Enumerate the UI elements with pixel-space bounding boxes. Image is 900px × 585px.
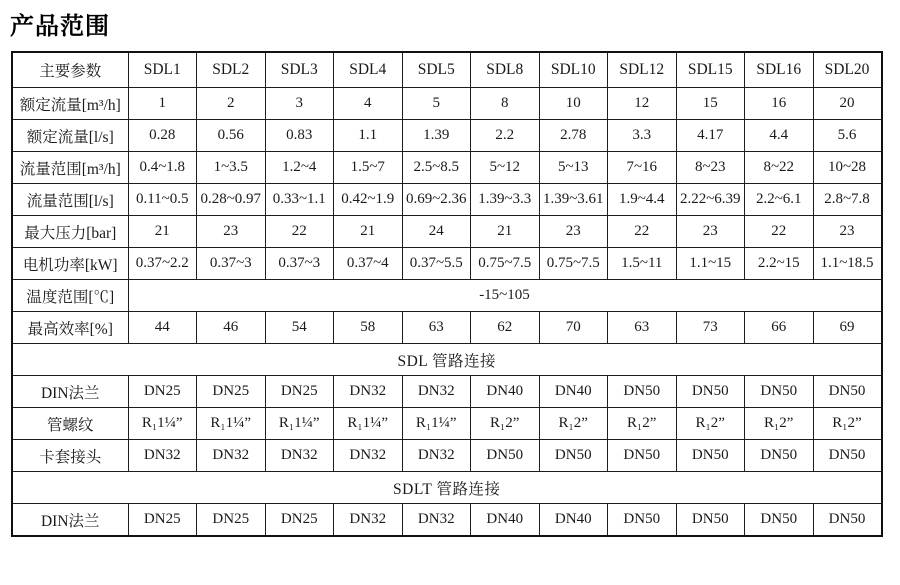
cell-value: 5: [402, 88, 471, 120]
cell-value: DN25: [265, 376, 334, 408]
cell-value: DN32: [402, 376, 471, 408]
cell-value: 1.5~11: [608, 248, 677, 280]
row-label: 电机功率[kW]: [12, 248, 128, 280]
table-row: [12, 184, 882, 216]
cell-value: 69: [813, 312, 882, 344]
header-model-sdl8: SDL8: [471, 52, 540, 88]
cell-value: 0.83: [265, 120, 334, 152]
cell-value: 62: [471, 312, 540, 344]
cell-value: 4.17: [676, 120, 745, 152]
cell-value: 12: [608, 88, 677, 120]
cell-value: 3.3: [608, 120, 677, 152]
cell-value: 44: [128, 312, 197, 344]
cell-value: R₁2”: [813, 408, 882, 440]
cell-value: R₁2”: [471, 408, 540, 440]
table-body: [12, 88, 882, 537]
cell-value: 5.6: [813, 120, 882, 152]
header-model-sdl12: SDL12: [608, 52, 677, 88]
cell-value: 1: [128, 88, 197, 120]
cell-value: 2.2~6.1: [745, 184, 814, 216]
cell-value: 0.42~1.9: [334, 184, 403, 216]
cell-value: 10~28: [813, 152, 882, 184]
cell-value: 22: [265, 216, 334, 248]
cell-value: 0.69~2.36: [402, 184, 471, 216]
table-row: [12, 120, 882, 152]
cell-value: 0.37~3: [197, 248, 266, 280]
cell-value: DN50: [471, 440, 540, 472]
table-header-row: [12, 52, 882, 88]
cell-value: 0.75~7.5: [471, 248, 540, 280]
cell-value: 2: [197, 88, 266, 120]
row-label: 最大压力[bar]: [12, 216, 128, 248]
cell-value: DN25: [197, 504, 266, 537]
table-row: [12, 472, 882, 504]
cell-value: DN40: [539, 376, 608, 408]
cell-value: 8: [471, 88, 540, 120]
cell-value: R₁2”: [676, 408, 745, 440]
cell-value: 2.2: [471, 120, 540, 152]
cell-value: 1.1~18.5: [813, 248, 882, 280]
cell-value: DN25: [197, 376, 266, 408]
cell-value: DN50: [813, 376, 882, 408]
table-row: [12, 248, 882, 280]
table-row: [12, 88, 882, 120]
cell-value: 0.75~7.5: [539, 248, 608, 280]
cell-value: DN32: [197, 440, 266, 472]
cell-value: 1~3.5: [197, 152, 266, 184]
section-header: SDLT 管路连接: [12, 472, 882, 504]
cell-value: DN32: [402, 504, 471, 537]
cell-value: 0.33~1.1: [265, 184, 334, 216]
cell-value: 21: [471, 216, 540, 248]
cell-value: 22: [745, 216, 814, 248]
cell-value: DN50: [676, 504, 745, 537]
cell-value: 24: [402, 216, 471, 248]
table-row: [12, 216, 882, 248]
cell-value: 0.28: [128, 120, 197, 152]
cell-value: DN50: [608, 376, 677, 408]
cell-value: 20: [813, 88, 882, 120]
cell-value: DN50: [745, 504, 814, 537]
cell-value: R₁1¼”: [128, 408, 197, 440]
cell-value: 1.1~15: [676, 248, 745, 280]
cell-value: DN50: [745, 440, 814, 472]
cell-value: 23: [539, 216, 608, 248]
header-model-sdl2: SDL2: [197, 52, 266, 88]
header-model-sdl4: SDL4: [334, 52, 403, 88]
row-label: 额定流量[m³/h]: [12, 88, 128, 120]
table-row: [12, 376, 882, 408]
cell-value: 1.39~3.61: [539, 184, 608, 216]
table-row: [12, 408, 882, 440]
cell-value: 0.37~3: [265, 248, 334, 280]
cell-value: R₁2”: [539, 408, 608, 440]
header-param-label: 主要参数: [12, 52, 128, 88]
cell-value: 1.9~4.4: [608, 184, 677, 216]
cell-value: 8~22: [745, 152, 814, 184]
cell-value: 1.39: [402, 120, 471, 152]
cell-value: 2.78: [539, 120, 608, 152]
cell-value: DN32: [334, 504, 403, 537]
cell-value: 0.28~0.97: [197, 184, 266, 216]
cell-value: 10: [539, 88, 608, 120]
row-label: 额定流量[l/s]: [12, 120, 128, 152]
cell-value: DN50: [745, 376, 814, 408]
cell-value: 70: [539, 312, 608, 344]
cell-value: DN32: [128, 440, 197, 472]
page-title: 产品范围: [10, 13, 110, 40]
cell-value: 16: [745, 88, 814, 120]
cell-value: 4.4: [745, 120, 814, 152]
cell-value: R₁1¼”: [402, 408, 471, 440]
cell-value: 1.39~3.3: [471, 184, 540, 216]
cell-value: 2.8~7.8: [813, 184, 882, 216]
cell-value: DN50: [676, 440, 745, 472]
cell-value: 2.22~6.39: [676, 184, 745, 216]
cell-value: 7~16: [608, 152, 677, 184]
header-model-sdl10: SDL10: [539, 52, 608, 88]
header-model-sdl20: SDL20: [813, 52, 882, 88]
cell-value: 1.5~7: [334, 152, 403, 184]
cell-value: DN25: [265, 504, 334, 537]
cell-value: 5~13: [539, 152, 608, 184]
cell-value: DN32: [402, 440, 471, 472]
cell-value: 0.37~5.5: [402, 248, 471, 280]
table-row: [12, 440, 882, 472]
cell-value: R₁1¼”: [334, 408, 403, 440]
cell-value: 23: [197, 216, 266, 248]
cell-value: DN40: [471, 376, 540, 408]
header-model-sdl1: SDL1: [128, 52, 197, 88]
table-row: [12, 344, 882, 376]
table-row: [12, 312, 882, 344]
cell-value: 2.5~8.5: [402, 152, 471, 184]
cell-value: 15: [676, 88, 745, 120]
cell-value: DN40: [471, 504, 540, 537]
cell-value: 73: [676, 312, 745, 344]
cell-value: R₁1¼”: [265, 408, 334, 440]
header-model-sdl15: SDL15: [676, 52, 745, 88]
cell-value: DN25: [128, 376, 197, 408]
row-label: 卡套接头: [12, 440, 128, 472]
row-label: 最高效率[%]: [12, 312, 128, 344]
cell-value: 0.4~1.8: [128, 152, 197, 184]
cell-value: DN50: [813, 440, 882, 472]
cell-value: 0.56: [197, 120, 266, 152]
cell-value: 1.2~4: [265, 152, 334, 184]
cell-value: DN50: [608, 504, 677, 537]
cell-value: 21: [334, 216, 403, 248]
cell-value: 46: [197, 312, 266, 344]
section-header: SDL 管路连接: [12, 344, 882, 376]
header-model-sdl5: SDL5: [402, 52, 471, 88]
row-label: 温度范围[℃]: [12, 280, 128, 312]
cell-value: 63: [608, 312, 677, 344]
cell-value: 3: [265, 88, 334, 120]
cell-value: 0.11~0.5: [128, 184, 197, 216]
cell-value: 4: [334, 88, 403, 120]
row-span-value: -15~105: [128, 280, 882, 312]
cell-value: DN32: [334, 440, 403, 472]
header-model-sdl16: SDL16: [745, 52, 814, 88]
cell-value: DN25: [128, 504, 197, 537]
row-label: DIN法兰: [12, 504, 128, 537]
header-model-sdl3: SDL3: [265, 52, 334, 88]
product-range-table: [11, 51, 883, 537]
cell-value: 1.1: [334, 120, 403, 152]
cell-value: 0.37~4: [334, 248, 403, 280]
cell-value: 54: [265, 312, 334, 344]
cell-value: R₁2”: [608, 408, 677, 440]
table-row: [12, 280, 882, 312]
row-label: 流量范围[l/s]: [12, 184, 128, 216]
cell-value: 21: [128, 216, 197, 248]
cell-value: R₁2”: [745, 408, 814, 440]
cell-value: 23: [676, 216, 745, 248]
row-label: DIN法兰: [12, 376, 128, 408]
cell-value: DN40: [539, 504, 608, 537]
cell-value: 23: [813, 216, 882, 248]
cell-value: DN32: [265, 440, 334, 472]
cell-value: DN32: [334, 376, 403, 408]
cell-value: DN50: [813, 504, 882, 537]
table-row: [12, 504, 882, 537]
cell-value: DN50: [608, 440, 677, 472]
cell-value: R₁1¼”: [197, 408, 266, 440]
cell-value: 66: [745, 312, 814, 344]
cell-value: 0.37~2.2: [128, 248, 197, 280]
cell-value: 58: [334, 312, 403, 344]
row-label: 管螺纹: [12, 408, 128, 440]
table-row: [12, 152, 882, 184]
cell-value: DN50: [539, 440, 608, 472]
cell-value: DN50: [676, 376, 745, 408]
cell-value: 8~23: [676, 152, 745, 184]
row-label: 流量范围[m³/h]: [12, 152, 128, 184]
cell-value: 2.2~15: [745, 248, 814, 280]
cell-value: 63: [402, 312, 471, 344]
cell-value: 22: [608, 216, 677, 248]
cell-value: 5~12: [471, 152, 540, 184]
